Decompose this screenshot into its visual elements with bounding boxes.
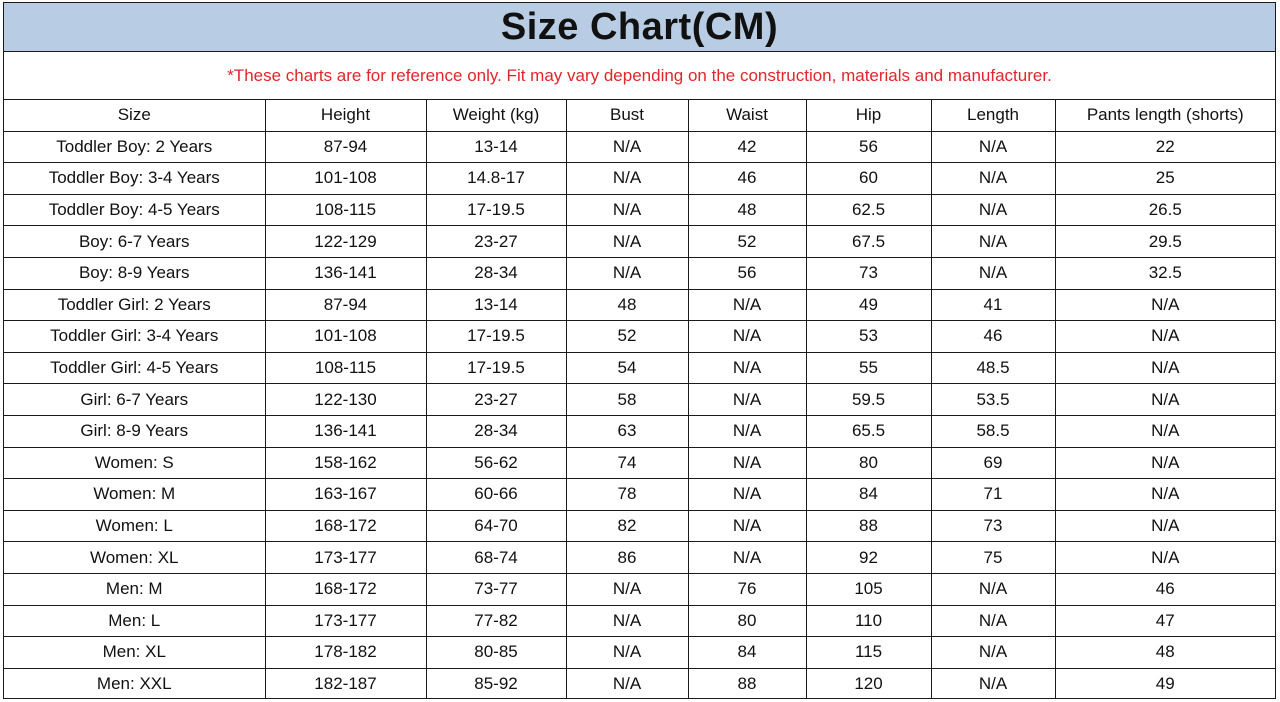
- table-cell: Women: S: [4, 447, 265, 479]
- table-cell: Men: M: [4, 573, 265, 605]
- table-cell: Girl: 6-7 Years: [4, 384, 265, 416]
- table-cell: N/A: [931, 226, 1055, 258]
- table-cell: N/A: [566, 573, 688, 605]
- table-cell: Toddler Boy: 4-5 Years: [4, 194, 265, 226]
- table-cell: Boy: 8-9 Years: [4, 257, 265, 289]
- page-title: Size Chart(CM): [500, 5, 779, 48]
- table-cell: 68-74: [426, 542, 566, 574]
- table-cell: 28-34: [426, 415, 566, 447]
- table-cell: 108-115: [265, 352, 426, 384]
- table-cell: N/A: [566, 637, 688, 669]
- table-cell: N/A: [1055, 352, 1275, 384]
- table-cell: N/A: [688, 352, 806, 384]
- table-cell: 17-19.5: [426, 352, 566, 384]
- header-cell-bust: Bust: [566, 100, 688, 131]
- table-cell: Boy: 6-7 Years: [4, 226, 265, 258]
- table-cell: 48.5: [931, 352, 1055, 384]
- table-cell: N/A: [931, 573, 1055, 605]
- table-cell: Men: L: [4, 605, 265, 637]
- table-cell: 88: [688, 668, 806, 699]
- table-cell: 58.5: [931, 415, 1055, 447]
- table-cell: N/A: [1055, 479, 1275, 511]
- table-cell: N/A: [566, 194, 688, 226]
- table-cell: N/A: [566, 163, 688, 195]
- table-cell: 56-62: [426, 447, 566, 479]
- table-cell: N/A: [1055, 321, 1275, 353]
- table-cell: 53: [806, 321, 931, 353]
- table-cell: 75: [931, 542, 1055, 574]
- table-cell: N/A: [688, 542, 806, 574]
- table-cell: 122-130: [265, 384, 426, 416]
- table-row: [4, 352, 1275, 384]
- table-cell: N/A: [688, 447, 806, 479]
- table-cell: N/A: [931, 163, 1055, 195]
- table-cell: 136-141: [265, 257, 426, 289]
- table-cell: 48: [688, 194, 806, 226]
- table-row: [4, 257, 1275, 289]
- table-cell: 56: [688, 257, 806, 289]
- table-cell: 80: [688, 605, 806, 637]
- table-cell: 22: [1055, 131, 1275, 163]
- table-cell: 49: [1155, 673, 1175, 693]
- table-cell: 80-85: [426, 637, 566, 669]
- table-cell: N/A: [688, 384, 806, 416]
- table-cell: 168-172: [265, 510, 426, 542]
- table-cell: N/A: [566, 257, 688, 289]
- header-cell-weight: Weight (kg): [426, 100, 566, 131]
- table-cell: Toddler Girl: 4-5 Years: [4, 352, 265, 384]
- table-cell: 77-82: [426, 605, 566, 637]
- table-cell: N/A: [1055, 542, 1275, 574]
- table-row: [4, 289, 1275, 321]
- header-cell-length: Length: [931, 100, 1055, 131]
- table-cell: 55: [806, 352, 931, 384]
- table-cell: 47: [1055, 605, 1275, 637]
- note-bar: [4, 52, 1275, 100]
- table-cell: 52: [688, 226, 806, 258]
- table-cell: 17-19.5: [426, 321, 566, 353]
- table-cell: 85-92: [426, 668, 566, 699]
- table-cell: N/A: [931, 194, 1055, 226]
- table-cell: 80: [806, 447, 931, 479]
- table-cell: 108-115: [265, 194, 426, 226]
- table-cell: 28-34: [426, 257, 566, 289]
- table-cell: 46: [931, 321, 1055, 353]
- table-cell: 173-177: [265, 542, 426, 574]
- table-cell: Women: XL: [4, 542, 265, 574]
- table-cell: N/A: [931, 131, 1055, 163]
- table-cell: 122-129: [265, 226, 426, 258]
- table-row: [4, 163, 1275, 195]
- title-bar: [4, 3, 1275, 52]
- table-cell: Toddler Boy: 3-4 Years: [4, 163, 265, 195]
- table-cell: N/A: [1055, 415, 1275, 447]
- table-cell: 53.5: [931, 384, 1055, 416]
- table-cell: 64-70: [426, 510, 566, 542]
- table-cell: Toddler Girl: 2 Years: [4, 289, 265, 321]
- table-cell: 84: [806, 479, 931, 511]
- table-row: [4, 542, 1275, 574]
- header-cell-waist: Waist: [688, 100, 806, 131]
- table-cell: 56: [806, 131, 931, 163]
- table-cell: 23-27: [426, 226, 566, 258]
- table-cell: 52: [566, 321, 688, 353]
- table-cell: N/A: [688, 289, 806, 321]
- table-cell: Girl: 8-9 Years: [4, 415, 265, 447]
- table-cell: 14.8-17: [426, 163, 566, 195]
- table-cell: N/A: [931, 637, 1055, 669]
- table-cell: Toddler Girl: 3-4 Years: [4, 321, 265, 353]
- table-cell: 87-94: [265, 131, 426, 163]
- table-row: [4, 605, 1275, 637]
- header-cell-height: Height: [265, 100, 426, 131]
- table-cell: 136-141: [265, 415, 426, 447]
- table-cell: 26.5: [1055, 194, 1275, 226]
- table-cell: 84: [688, 637, 806, 669]
- table-cell: N/A: [931, 257, 1055, 289]
- table-cell: N/A: [688, 510, 806, 542]
- table-cell: 87-94: [265, 289, 426, 321]
- header-cell-size: Size: [4, 100, 265, 131]
- table-cell: Women: L: [4, 510, 265, 542]
- table-cell: 182-187: [265, 668, 426, 699]
- table-cell: N/A: [1055, 384, 1275, 416]
- table-cell: N/A: [688, 479, 806, 511]
- table-cell: N/A: [566, 668, 688, 699]
- table-cell: Toddler Boy: 2 Years: [4, 131, 265, 163]
- table-cell: N/A: [1055, 510, 1275, 542]
- table-cell: 120: [806, 668, 931, 699]
- table-cell: 32.5: [1055, 257, 1275, 289]
- table-cell: 71: [931, 479, 1055, 511]
- table-cell: 49: [806, 289, 931, 321]
- table-cell: 73: [931, 510, 1055, 542]
- table-cell: 82: [566, 510, 688, 542]
- table-cell: 163-167: [265, 479, 426, 511]
- table-cell: 29.5: [1055, 226, 1275, 258]
- table-cell: 63: [566, 415, 688, 447]
- table-body: [4, 100, 1275, 699]
- table-row: [4, 573, 1275, 605]
- table-cell: 101-108: [265, 321, 426, 353]
- table-cell: 110: [806, 605, 931, 637]
- table-cell: 86: [566, 542, 688, 574]
- table-cell: Women: M: [4, 479, 265, 511]
- table-cell: 92: [806, 542, 931, 574]
- table-cell: 88: [806, 510, 931, 542]
- table-row: [4, 321, 1275, 353]
- table-cell: 168-172: [265, 573, 426, 605]
- table-cell: N/A: [688, 415, 806, 447]
- disclaimer-note: *These charts are for reference only. Fit may vary depending on the construction, materials and manufacturer.: [227, 65, 1052, 85]
- table-cell: 74: [566, 447, 688, 479]
- table-cell: N/A: [566, 131, 688, 163]
- table-cell: N/A: [566, 226, 688, 258]
- table-cell: 25: [1055, 163, 1275, 195]
- table-cell: 13-14: [426, 131, 566, 163]
- table-row: [4, 384, 1275, 416]
- table-cell: N/A: [1055, 289, 1275, 321]
- table-cell: 67.5: [806, 226, 931, 258]
- table-cell: 173-177: [265, 605, 426, 637]
- table-row: [4, 479, 1275, 511]
- table-cell: 78: [566, 479, 688, 511]
- table-cell: 76: [688, 573, 806, 605]
- table-cell: 115: [806, 637, 931, 669]
- table-cell: 23-27: [426, 384, 566, 416]
- table-cell: 13-14: [426, 289, 566, 321]
- table-cell: 54: [566, 352, 688, 384]
- table-cell: 17-19.5: [426, 194, 566, 226]
- table-cell: N/A: [931, 605, 1055, 637]
- table-cell: 158-162: [265, 447, 426, 479]
- table-row: [4, 226, 1275, 258]
- table-row: [4, 447, 1275, 479]
- table-cell: Men: XL: [4, 637, 265, 669]
- table-cell: 65.5: [806, 415, 931, 447]
- table-row: [4, 415, 1275, 447]
- header-cell-pants-length: Pants length (shorts): [1055, 100, 1275, 131]
- table-row: [4, 510, 1275, 542]
- table-cell: 46: [688, 163, 806, 195]
- table-cell: 48: [1055, 637, 1275, 669]
- table-cell: 41: [931, 289, 1055, 321]
- table-cell: N/A: [1055, 447, 1275, 479]
- table-cell: 62.5: [806, 194, 931, 226]
- table-cell: 60-66: [426, 479, 566, 511]
- table-cell: 73: [806, 257, 931, 289]
- header-cell-hip: Hip: [806, 100, 931, 131]
- table-cell: 178-182: [265, 637, 426, 669]
- header-row: [4, 100, 1275, 131]
- table-cell: 101-108: [265, 163, 426, 195]
- size-chart-sheet: [3, 2, 1276, 699]
- table-row: [4, 668, 1275, 699]
- table-row: [4, 637, 1275, 669]
- table-cell: 48: [566, 289, 688, 321]
- table-cell: 73-77: [426, 573, 566, 605]
- table-cell: 42: [688, 131, 806, 163]
- size-table: [4, 100, 1275, 699]
- table-cell: 59.5: [806, 384, 931, 416]
- table-row: [4, 131, 1275, 163]
- table-row: [4, 194, 1275, 226]
- table-cell: 105: [806, 573, 931, 605]
- table-cell: 46: [1055, 573, 1275, 605]
- table-cell: 69: [931, 447, 1055, 479]
- table-cell: Men: XXL: [4, 668, 265, 699]
- table-cell: N/A: [688, 321, 806, 353]
- table-cell: N/A: [566, 605, 688, 637]
- table-cell: 58: [566, 384, 688, 416]
- table-cell: 60: [806, 163, 931, 195]
- table-cell: N/A: [931, 668, 1055, 699]
